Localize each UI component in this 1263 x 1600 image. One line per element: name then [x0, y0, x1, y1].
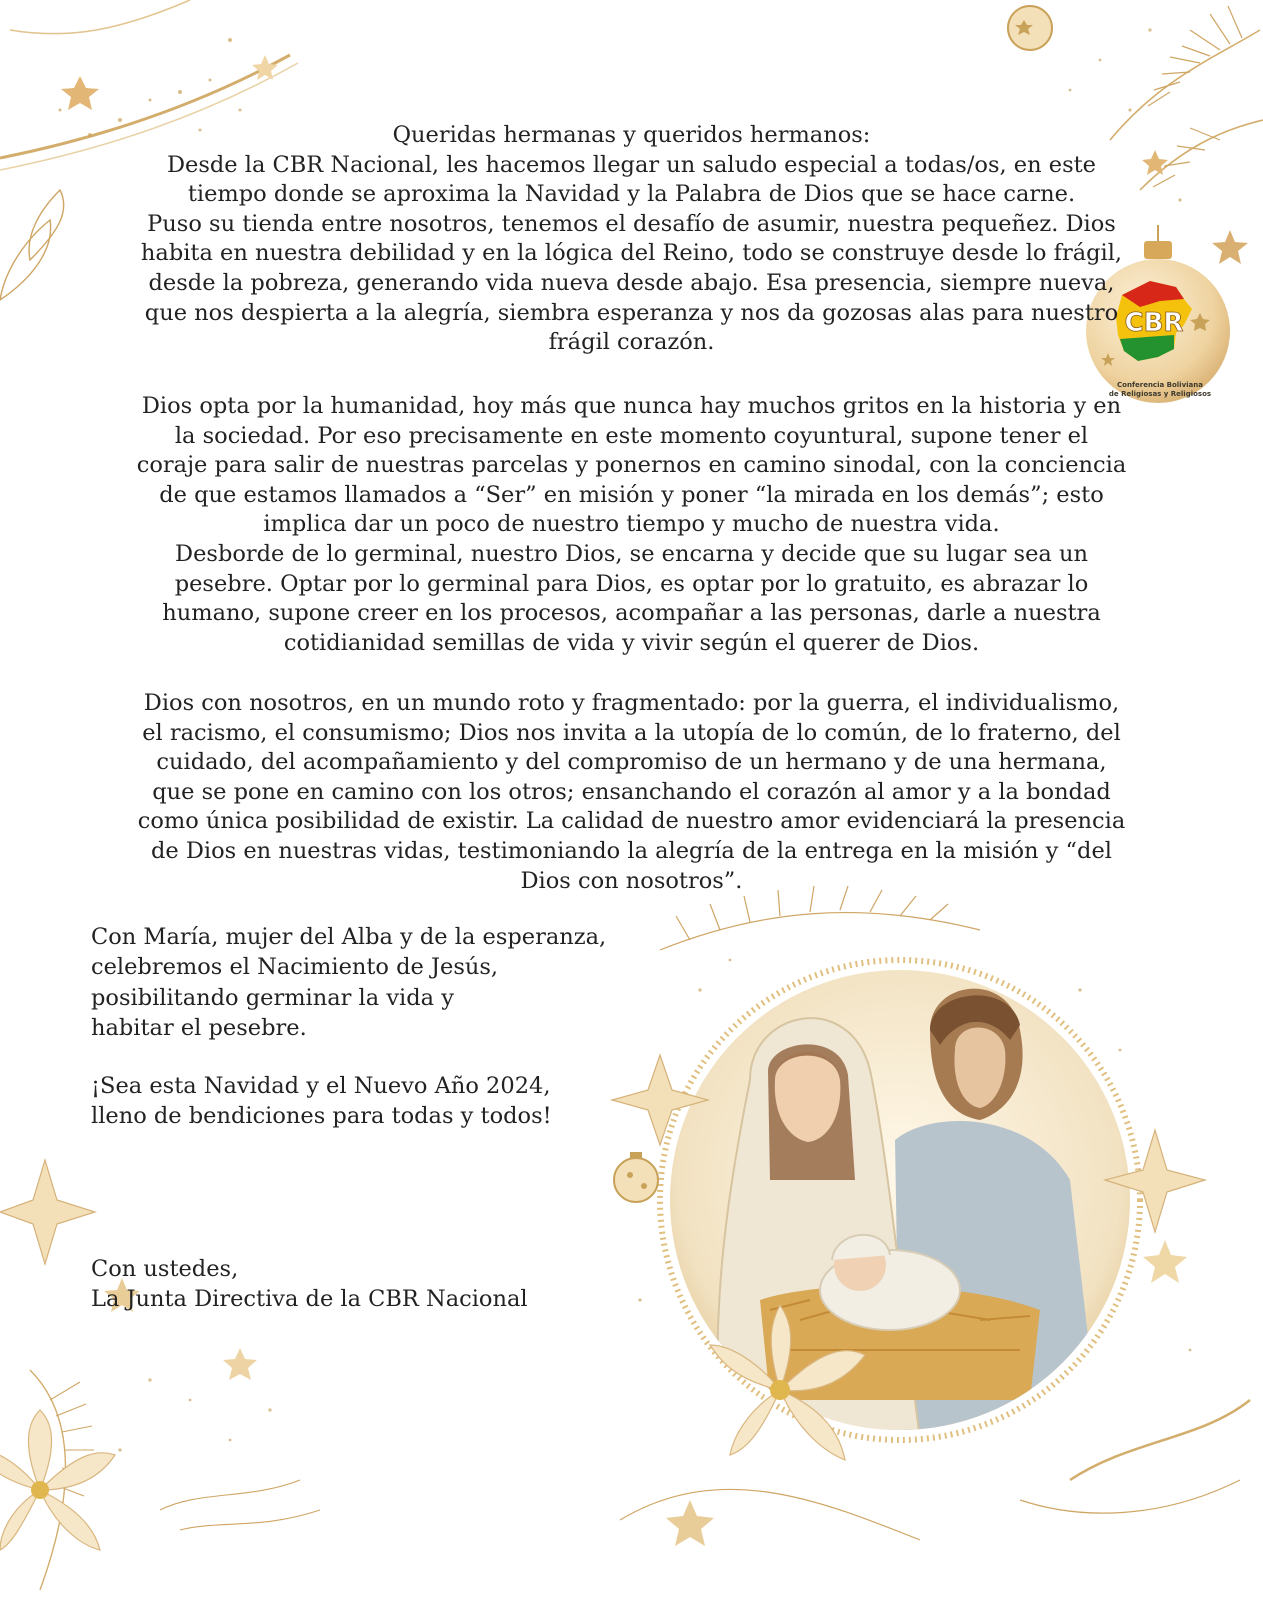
paragraph-line: Puso su tienda entre nosotros, tenemos el desafío de asumir, nuestra pequeñez. Dios — [147, 210, 1116, 237]
star-icon — [1143, 1240, 1187, 1283]
star-icon — [223, 1348, 257, 1380]
signature-line: La Junta Directiva de la CBR Nacional — [91, 1286, 528, 1313]
paragraph-line: humano, supone creer en los procesos, acompañar a las personas, darle a nuestra — [162, 600, 1101, 627]
logo-line-2: de Religiosas y Religiosos — [1108, 390, 1212, 398]
logo-line-1: Conferencia Boliviana — [1117, 381, 1203, 389]
paragraph-line: el racismo, el consumismo; Dios nos invita a la utopía de lo común, de lo fraterno, del — [142, 719, 1121, 746]
paragraph-line: posibilitando germinar la vida y — [91, 984, 454, 1011]
paragraph-line: como única posibilidad de existir. La calidad de nuestro amor evidenciará la presencia — [137, 808, 1126, 835]
paragraph-line: coraje para salir de nuestras parcelas y ponernos en camino sinodal, con la conciencia — [136, 452, 1127, 479]
paragraph-line: que se pone en camino con los otros; ensanchando el corazón al amor y a la bondad — [152, 778, 1111, 805]
closing-line: Con ustedes, — [91, 1256, 239, 1282]
paragraph-line: Desde la CBR Nacional, les hacemos llegar un saludo especial a todas/os, en este — [167, 151, 1096, 178]
bottom-left-decoration — [0, 1150, 330, 1600]
paragraph-5 — [91, 1071, 552, 1132]
paragraph-line: la sociedad. Por eso precisamente en este momento coyuntural, supone tener el — [174, 422, 1089, 449]
paragraph-line: pesebre. Optar por lo germinal para Dios, es optar por lo gratuito, es abrazar lo — [174, 570, 1089, 597]
star-icon — [666, 1500, 714, 1546]
paragraph-line: desde la pobreza, generando vida nueva desde abajo. Esa presencia, siempre nueva, — [148, 269, 1115, 296]
ornament-icon — [1008, 6, 1052, 50]
paragraph-line: cuidado, del acompañamiento y del compromiso de un hermano y de una hermana, — [156, 749, 1107, 776]
paragraph-line: de que estamos llamados a “Ser” en misión y poner “la mirada en los demás”; esto — [159, 481, 1104, 508]
paragraph-line: habitar el pesebre. — [91, 1015, 307, 1042]
star-icon — [0, 1160, 95, 1264]
greeting-line: ¡Sea esta Navidad y el Nuevo Año 2024, — [91, 1073, 551, 1099]
paragraph-line: tiempo donde se aproxima la Navidad y la Palabra de Dios que se hace carne. — [187, 181, 1076, 208]
paragraph-2 — [60, 392, 1203, 658]
paragraph-4 — [91, 922, 606, 1044]
paragraph-line: Dios opta por la humanidad, hoy más que nunca hay muchos gritos en la historia y en — [141, 393, 1122, 419]
nativity-medallion — [600, 880, 1263, 1600]
ornament-icon — [614, 1152, 658, 1202]
paragraph-line: cotidianidad semillas de vida y vivir según el querer de Dios. — [283, 629, 980, 656]
paragraph-line: que nos despierta a la alegría, siembra esperanza y nos da gozosas alas para nuestro — [144, 299, 1119, 326]
star-icon — [61, 76, 99, 110]
salutation: Queridas hermanas y queridos hermanos: — [392, 122, 871, 148]
closing-signature — [91, 1254, 528, 1315]
paragraph-line: frágil corazón. — [548, 329, 715, 356]
paragraph-1 — [60, 121, 1203, 358]
paragraph-line: Dios con nosotros, en un mundo roto y fragmentado: por la guerra, el individualismo, — [143, 690, 1120, 716]
greeting-line: lleno de bendiciones para todas y todos! — [91, 1103, 552, 1130]
paragraph-line: Con María, mujer del Alba y de la esperanza, — [91, 924, 607, 950]
paragraph-line: de Dios en nuestras vidas, testimoniando la alegría de la entrega en la misión y “del — [151, 837, 1112, 864]
paragraph-line: Desborde de lo germinal, nuestro Dios, se encarna y decide que su lugar sea un — [175, 540, 1088, 567]
paragraph-line: Dios con nosotros”. — [520, 867, 743, 894]
paragraph-3 — [60, 689, 1203, 896]
cbr-initials: CBR — [1124, 308, 1184, 338]
paragraph-line: implica dar un poco de nuestro tiempo y mucho de nuestra vida. — [263, 511, 1000, 538]
paragraph-line: habita en nuestra debilidad y en la lógica del Reino, todo se construye desde lo frágil, — [140, 240, 1123, 267]
paragraph-line: celebremos el Nacimiento de Jesús, — [91, 954, 499, 981]
